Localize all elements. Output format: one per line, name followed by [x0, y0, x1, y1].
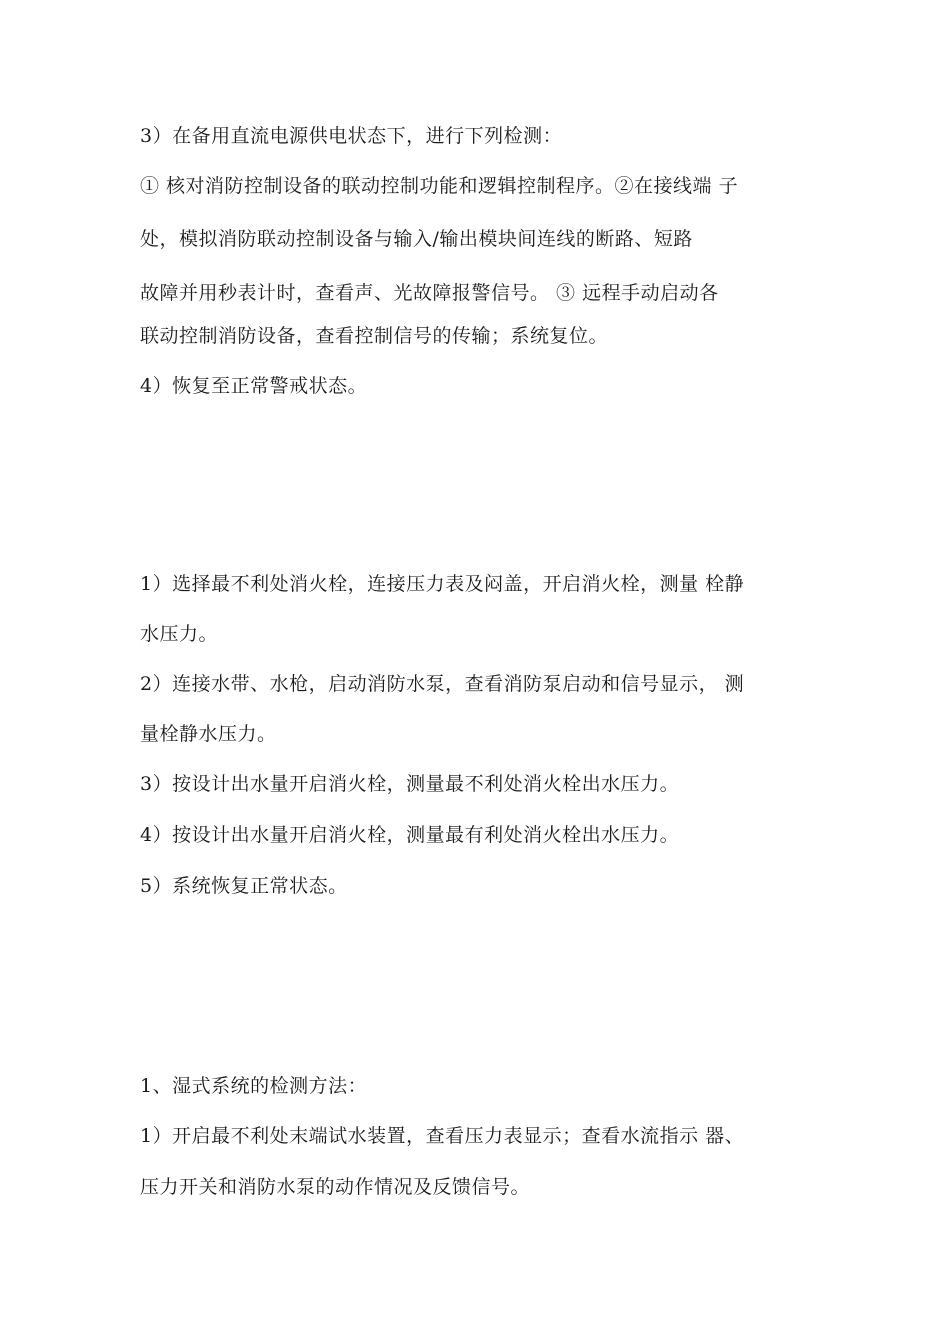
section-b-item2-line1: 2）连接水带、水枪，启动消防水泵，查看消防泵启动和信号显示， 测	[140, 673, 745, 695]
section-b-item1-line1: 1）选择最不利处消火栓，连接压力表及闷盖，开启消火栓，测量 栓静	[140, 573, 745, 595]
section-a-item3-detail-line4: 联动控制消防设备，查看控制信号的传输；系统复位。	[140, 325, 609, 347]
section-b-item5: 5）系统恢复正常状态。	[140, 875, 348, 897]
section-a-item3-detail-line1: ① 核对消防控制设备的联动控制功能和逻辑控制程序。②在接线端 子	[140, 175, 739, 197]
section-b-item1-line2: 水压力。	[140, 623, 219, 645]
section-c-heading: 1、湿式系统的检测方法：	[140, 1075, 368, 1097]
section-b-item2-line2: 量栓静水压力。	[140, 723, 277, 745]
section-c-item1-line1: 1）开启最不利处末端试水装置，查看压力表显示；查看水流指示 器、	[140, 1125, 745, 1147]
section-a-item3-heading: 3）在备用直流电源供电状态下，进行下列检测：	[140, 125, 563, 147]
section-c-item1-line2: 压力开关和消防水泵的动作情况及反馈信号。	[140, 1176, 531, 1198]
section-a-item3-detail-line2: 处，模拟消防联动控制设备与输入/输出模块间连线的断路、短路	[140, 228, 693, 250]
section-a-item4: 4）恢复至正常警戒状态。	[140, 375, 368, 397]
section-b-item4: 4）按设计出水量开启消火栓，测量最有利处消火栓出水压力。	[140, 824, 680, 846]
section-b-item3: 3）按设计出水量开启消火栓，测量最不利处消火栓出水压力。	[140, 773, 680, 795]
section-a-item3-detail-line3: 故障并用秒表计时，查看声、光故障报警信号。 ③ 远程手动启动各	[140, 282, 719, 304]
